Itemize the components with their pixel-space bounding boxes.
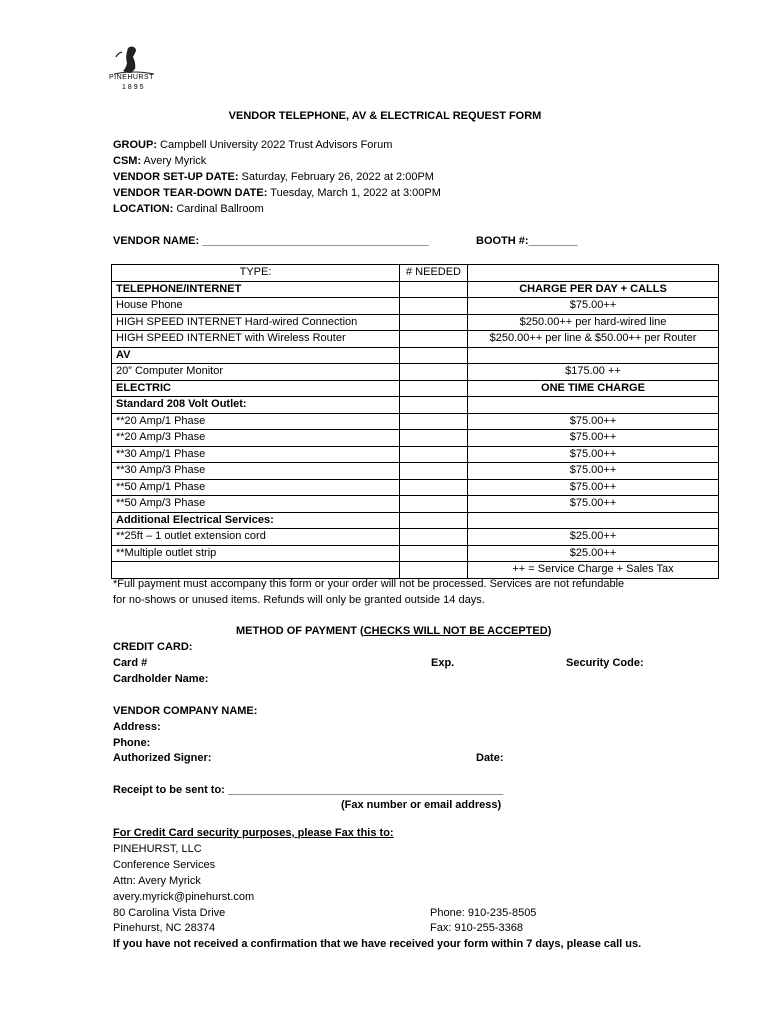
exp-label: Exp. [431, 657, 455, 669]
row-charge: $75.00++ [468, 463, 719, 480]
table-row [112, 430, 719, 447]
table-row [112, 496, 719, 513]
table-row [112, 512, 719, 529]
table-row [112, 281, 719, 298]
row-charge: $75.00++ [468, 496, 719, 513]
contact-dept: Conference Services [113, 859, 216, 871]
table-row [112, 446, 719, 463]
row-charge: $75.00++ [468, 446, 719, 463]
row-needed-input[interactable] [400, 364, 468, 381]
row-needed-input[interactable] [400, 413, 468, 430]
table-header-row [112, 265, 719, 282]
contact-company: PINEHURST, LLC [113, 843, 202, 855]
row-needed-input[interactable] [400, 512, 468, 529]
row-charge: ++ = Service Charge + Sales Tax [468, 562, 719, 579]
form-title: VENDOR TELEPHONE, AV & ELECTRICAL REQUEST FORM [228, 110, 542, 122]
info-location: LOCATION: Cardinal Ballroom [113, 203, 264, 215]
row-type: **Multiple outlet strip [112, 545, 400, 562]
info-csm: CSM: Avery Myrick [113, 155, 207, 167]
row-type: **20 Amp/3 Phase [112, 430, 400, 447]
row-charge: $25.00++ [468, 529, 719, 546]
table-row [112, 298, 719, 315]
info-setup-date: VENDOR SET-UP DATE: Saturday, February 26, 2022 at 2:00PM [113, 171, 434, 183]
table-row [112, 347, 719, 364]
row-needed-input[interactable] [400, 281, 468, 298]
row-type: House Phone [112, 298, 400, 315]
address-label: Address: [113, 721, 161, 733]
table-row [112, 479, 719, 496]
receipt-field[interactable]: Receipt to be sent to: _____________________________________________ [113, 784, 504, 796]
table-row [112, 529, 719, 546]
row-needed-input[interactable] [400, 562, 468, 579]
payment-method-title: METHOD OF PAYMENT (CHECKS WILL NOT BE ACCEPTED) [236, 625, 552, 637]
row-charge: CHARGE PER DAY + CALLS [468, 281, 719, 298]
row-charge: $250.00++ per line & $50.00++ per Router [468, 331, 719, 348]
table-row [112, 331, 719, 348]
table-row [112, 545, 719, 562]
date-label: Date: [476, 752, 504, 764]
row-needed-input[interactable] [400, 331, 468, 348]
row-type: Additional Electrical Services: [112, 512, 400, 529]
row-charge [468, 512, 719, 529]
header-charge [468, 265, 719, 282]
row-needed-input[interactable] [400, 298, 468, 315]
security-code-label: Security Code: [566, 657, 644, 669]
header-needed: # NEEDED [400, 265, 468, 282]
row-needed-input[interactable] [400, 446, 468, 463]
table-row [112, 397, 719, 414]
row-type: **25ft – 1 outlet extension cord [112, 529, 400, 546]
row-needed-input[interactable] [400, 496, 468, 513]
row-charge [468, 397, 719, 414]
row-type: **50 Amp/1 Phase [112, 479, 400, 496]
row-needed-input[interactable] [400, 397, 468, 414]
authorized-signer-label: Authorized Signer: [113, 752, 212, 764]
row-type [112, 562, 400, 579]
contact-phone: Phone: 910-235-8505 [430, 907, 537, 919]
row-needed-input[interactable] [400, 529, 468, 546]
fax-heading: For Credit Card security purposes, please Fax this to: [113, 827, 394, 839]
row-type: **50 Amp/3 Phase [112, 496, 400, 513]
row-charge: ONE TIME CHARGE [468, 380, 719, 397]
row-charge: $75.00++ [468, 298, 719, 315]
row-type: AV [112, 347, 400, 364]
row-type: **20 Amp/1 Phase [112, 413, 400, 430]
contact-city: Pinehurst, NC 28374 [113, 922, 216, 934]
row-type: HIGH SPEED INTERNET Hard-wired Connection [112, 314, 400, 331]
payment-note-2: for no-shows or unused items. Refunds will only be granted outside 14 days. [113, 594, 485, 606]
contact-street: 80 Carolina Vista Drive [113, 907, 226, 919]
row-type: Standard 208 Volt Outlet: [112, 397, 400, 414]
credit-card-label: CREDIT CARD: [113, 641, 193, 653]
contact-email[interactable]: avery.myrick@pinehurst.com [113, 891, 255, 903]
row-charge: $175.00 ++ [468, 364, 719, 381]
row-type: **30 Amp/1 Phase [112, 446, 400, 463]
table-row [112, 413, 719, 430]
row-type: TELEPHONE/INTERNET [112, 281, 400, 298]
row-needed-input[interactable] [400, 380, 468, 397]
info-teardown-date: VENDOR TEAR-DOWN DATE: Tuesday, March 1, 2022 at 3:00PM [113, 187, 441, 199]
table-row [112, 364, 719, 381]
receipt-hint: (Fax number or email address) [341, 799, 502, 811]
row-type: HIGH SPEED INTERNET with Wireless Router [112, 331, 400, 348]
info-group: GROUP: Campbell University 2022 Trust Advisors Forum [113, 139, 393, 151]
row-needed-input[interactable] [400, 479, 468, 496]
row-charge [468, 347, 719, 364]
row-charge: $75.00++ [468, 413, 719, 430]
row-needed-input[interactable] [400, 430, 468, 447]
cardholder-label: Cardholder Name: [113, 673, 209, 685]
row-type: ELECTRIC [112, 380, 400, 397]
row-needed-input[interactable] [400, 545, 468, 562]
contact-fax: Fax: 910-255-3368 [430, 922, 523, 934]
row-type: 20” Computer Monitor [112, 364, 400, 381]
row-charge: $25.00++ [468, 545, 719, 562]
row-needed-input[interactable] [400, 314, 468, 331]
contact-attn: Attn: Avery Myrick [113, 875, 201, 887]
row-charge: $250.00++ per hard-wired line [468, 314, 719, 331]
row-charge: $75.00++ [468, 430, 719, 447]
logo-year: 1895 [122, 84, 146, 91]
row-charge: $75.00++ [468, 479, 719, 496]
row-type: **30 Amp/3 Phase [112, 463, 400, 480]
logo-wordmark: PINEHURST [109, 74, 154, 81]
card-number-label: Card # [113, 657, 148, 669]
vendor-name-field[interactable]: VENDOR NAME: _____________________________________ [113, 235, 429, 247]
table-row [112, 562, 719, 579]
request-table [111, 264, 719, 579]
vendor-company-label: VENDOR COMPANY NAME: [113, 705, 258, 717]
table-row [112, 463, 719, 480]
row-needed-input[interactable] [400, 347, 468, 364]
footer-note: If you have not received a confirmation that we have received your form within 7 days, please call us. [113, 938, 642, 950]
header-type: TYPE: [112, 265, 400, 282]
row-needed-input[interactable] [400, 463, 468, 480]
table-row [112, 314, 719, 331]
booth-field[interactable]: BOOTH #:________ [476, 235, 578, 247]
table-row [112, 380, 719, 397]
phone-label: Phone: [113, 737, 151, 749]
payment-note-1: *Full payment must accompany this form or your order will not be processed. Services are not refundable [113, 578, 625, 590]
